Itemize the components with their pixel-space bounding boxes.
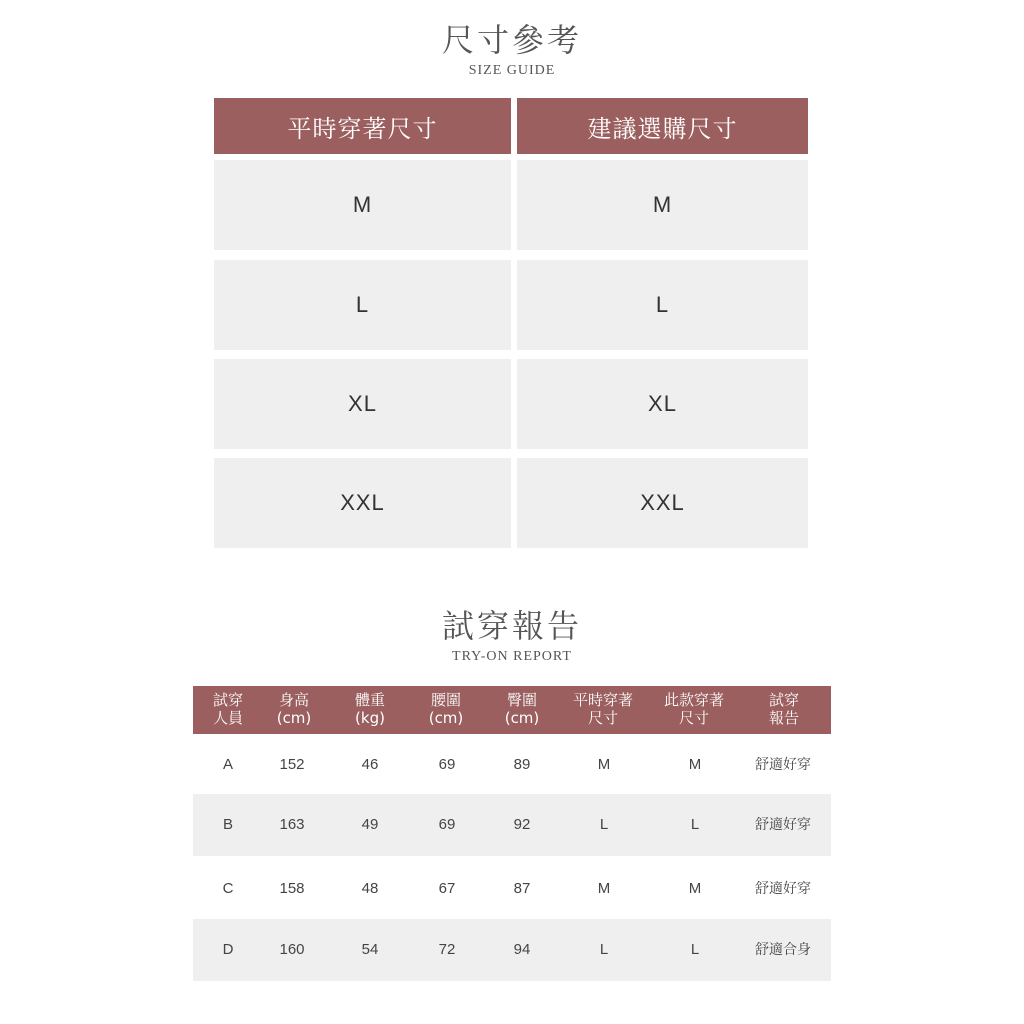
cell-height: 158	[279, 880, 305, 897]
cell-feedback: 舒適好穿	[755, 817, 811, 833]
cell-this-size: L	[690, 816, 700, 833]
header-line: 尺寸	[587, 709, 619, 727]
header-line: 報告	[768, 709, 800, 727]
cell-weight: 54	[361, 941, 379, 958]
cell-feedback: 舒適好穿	[755, 881, 811, 897]
cell-feedback: 舒適好穿	[755, 757, 811, 773]
tryon-report-subtitle: TRY-ON REPORT	[452, 649, 572, 664]
report-header-waist	[429, 691, 464, 727]
report-header-hip	[505, 691, 540, 727]
report-header-row	[193, 686, 831, 734]
size-cell-recommended: L	[517, 260, 808, 350]
cell-hip: 89	[513, 756, 531, 773]
cell-height: 152	[279, 756, 305, 773]
cell-waist: 67	[438, 880, 456, 897]
header-line: 人員	[212, 709, 244, 727]
header-line: 尺寸	[678, 709, 710, 727]
cell-usual-size: M	[597, 880, 611, 897]
size-cell-usual: XL	[214, 359, 511, 449]
report-header-feedback	[769, 691, 799, 727]
cell-this-size: L	[690, 941, 700, 958]
cell-hip: 87	[513, 880, 531, 897]
report-header-weight	[355, 691, 385, 727]
header-line: (cm)	[428, 709, 464, 727]
table-row	[193, 919, 831, 981]
size-header-usual: 平時穿著尺寸	[214, 98, 511, 154]
header-line: 臀圍	[506, 691, 538, 709]
size-guide-heading	[0, 20, 1024, 80]
cell-usual-size: M	[597, 756, 611, 773]
cell-weight: 46	[361, 756, 379, 773]
cell-waist: 72	[438, 941, 456, 958]
header-line: 試穿	[768, 691, 800, 709]
header-line: 身高	[278, 691, 310, 709]
size-cell-usual: L	[214, 260, 511, 350]
size-cell-recommended: M	[517, 160, 808, 250]
header-line: (kg)	[355, 709, 385, 727]
report-header-usual-size	[573, 691, 633, 727]
header-line: 平時穿著	[572, 691, 634, 709]
table-row	[193, 794, 831, 856]
cell-tester: B	[222, 816, 234, 833]
cell-height: 163	[279, 816, 305, 833]
size-cell-recommended: XL	[517, 359, 808, 449]
cell-this-size: M	[688, 880, 702, 897]
size-cell-usual: M	[214, 160, 511, 250]
cell-height: 160	[279, 941, 305, 958]
size-cell-usual: XXL	[214, 458, 511, 548]
cell-tester: C	[222, 880, 234, 897]
report-header-height	[277, 691, 312, 727]
cell-usual-size: L	[599, 941, 609, 958]
report-header-tester	[213, 691, 243, 727]
cell-this-size: M	[688, 756, 702, 773]
cell-hip: 92	[513, 816, 531, 833]
tryon-report-title: 試穿報告	[441, 607, 582, 645]
cell-waist: 69	[438, 816, 456, 833]
cell-weight: 49	[361, 816, 379, 833]
cell-feedback: 舒適合身	[755, 942, 811, 958]
header-line: 此款穿著	[663, 691, 725, 709]
table-row	[193, 734, 831, 796]
cell-usual-size: L	[599, 816, 609, 833]
header-line: (cm)	[276, 709, 312, 727]
header-line: 體重	[354, 691, 386, 709]
cell-tester: D	[222, 941, 234, 958]
cell-weight: 48	[361, 880, 379, 897]
cell-tester: A	[222, 756, 234, 773]
size-cell-recommended: XXL	[517, 458, 808, 548]
cell-hip: 94	[513, 941, 531, 958]
cell-waist: 69	[438, 756, 456, 773]
tryon-report-heading	[0, 606, 1024, 666]
header-line: (cm)	[504, 709, 540, 727]
size-guide-subtitle: SIZE GUIDE	[468, 63, 556, 78]
header-line: 腰圍	[430, 691, 462, 709]
header-line: 試穿	[212, 691, 244, 709]
table-row	[193, 858, 831, 920]
size-header-recommended: 建議選購尺寸	[517, 98, 808, 154]
size-guide-title: 尺寸參考	[441, 21, 582, 59]
report-header-this-size	[664, 691, 724, 727]
